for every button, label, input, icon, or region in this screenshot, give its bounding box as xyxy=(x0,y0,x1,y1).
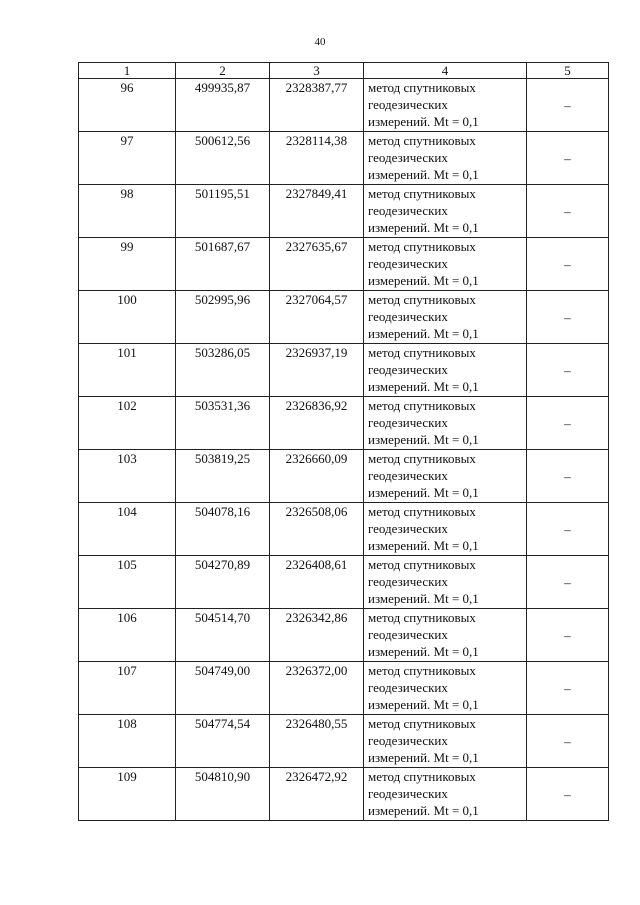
x-coordinate-cell: 504078,16 xyxy=(176,503,270,556)
method-cell: метод спутниковых геодезических измерений. Mt = 0,1 xyxy=(364,556,527,609)
x-coordinate-cell: 501687,67 xyxy=(176,238,270,291)
point-number-cell: 101 xyxy=(79,344,176,397)
note-cell: – xyxy=(527,450,609,503)
method-cell: метод спутниковых геодезических измерений. Mt = 0,1 xyxy=(364,397,527,450)
note-cell: – xyxy=(527,344,609,397)
note-cell: – xyxy=(527,291,609,344)
x-coordinate-cell: 504514,70 xyxy=(176,609,270,662)
table-row xyxy=(79,609,609,662)
table-row xyxy=(79,79,609,132)
method-cell: метод спутниковых геодезических измерений. Mt = 0,1 xyxy=(364,79,527,132)
point-number-cell: 100 xyxy=(79,291,176,344)
y-coordinate-cell: 2327064,57 xyxy=(270,291,364,344)
note-cell: – xyxy=(527,768,609,821)
method-cell: метод спутниковых геодезических измерений. Mt = 0,1 xyxy=(364,662,527,715)
point-number-cell: 103 xyxy=(79,450,176,503)
method-cell: метод спутниковых геодезических измерений. Mt = 0,1 xyxy=(364,503,527,556)
y-coordinate-cell: 2326408,61 xyxy=(270,556,364,609)
table-row xyxy=(79,768,609,821)
column-header-5: 5 xyxy=(527,63,609,79)
y-coordinate-cell: 2326480,55 xyxy=(270,715,364,768)
x-coordinate-cell: 503531,36 xyxy=(176,397,270,450)
point-number-cell: 96 xyxy=(79,79,176,132)
y-coordinate-cell: 2326836,92 xyxy=(270,397,364,450)
method-cell: метод спутниковых геодезических измерений. Mt = 0,1 xyxy=(364,344,527,397)
y-coordinate-cell: 2327635,67 xyxy=(270,238,364,291)
table-row xyxy=(79,132,609,185)
table-row xyxy=(79,291,609,344)
table-row xyxy=(79,185,609,238)
y-coordinate-cell: 2326508,06 xyxy=(270,503,364,556)
note-cell: – xyxy=(527,397,609,450)
column-header-3: 3 xyxy=(270,63,364,79)
point-number-cell: 106 xyxy=(79,609,176,662)
table-row xyxy=(79,344,609,397)
method-cell: метод спутниковых геодезических измерений. Mt = 0,1 xyxy=(364,291,527,344)
point-number-cell: 108 xyxy=(79,715,176,768)
point-number-cell: 97 xyxy=(79,132,176,185)
point-number-cell: 102 xyxy=(79,397,176,450)
table-row xyxy=(79,556,609,609)
method-cell: метод спутниковых геодезических измерений. Mt = 0,1 xyxy=(364,450,527,503)
note-cell: – xyxy=(527,238,609,291)
note-cell: – xyxy=(527,556,609,609)
table-row xyxy=(79,662,609,715)
y-coordinate-cell: 2326342,86 xyxy=(270,609,364,662)
note-cell: – xyxy=(527,185,609,238)
note-cell: – xyxy=(527,662,609,715)
table-row xyxy=(79,397,609,450)
x-coordinate-cell: 501195,51 xyxy=(176,185,270,238)
table-row xyxy=(79,238,609,291)
table-header-row xyxy=(79,63,609,79)
y-coordinate-cell: 2326372,00 xyxy=(270,662,364,715)
note-cell: – xyxy=(527,132,609,185)
method-cell: метод спутниковых геодезических измерений. Mt = 0,1 xyxy=(364,132,527,185)
x-coordinate-cell: 504810,90 xyxy=(176,768,270,821)
method-cell: метод спутниковых геодезических измерений. Mt = 0,1 xyxy=(364,609,527,662)
y-coordinate-cell: 2328387,77 xyxy=(270,79,364,132)
page-number: 40 xyxy=(314,36,326,48)
x-coordinate-cell: 504270,89 xyxy=(176,556,270,609)
note-cell: – xyxy=(527,609,609,662)
column-header-2: 2 xyxy=(176,63,270,79)
x-coordinate-cell: 504749,00 xyxy=(176,662,270,715)
x-coordinate-cell: 503286,05 xyxy=(176,344,270,397)
table-row xyxy=(79,715,609,768)
y-coordinate-cell: 2326660,09 xyxy=(270,450,364,503)
method-cell: метод спутниковых геодезических измерений. Mt = 0,1 xyxy=(364,238,527,291)
column-header-4: 4 xyxy=(364,63,527,79)
y-coordinate-cell: 2327849,41 xyxy=(270,185,364,238)
point-number-cell: 109 xyxy=(79,768,176,821)
table-row xyxy=(79,450,609,503)
note-cell: – xyxy=(527,79,609,132)
y-coordinate-cell: 2328114,38 xyxy=(270,132,364,185)
x-coordinate-cell: 502995,96 xyxy=(176,291,270,344)
method-cell: метод спутниковых геодезических измерений. Mt = 0,1 xyxy=(364,185,527,238)
coordinates-table xyxy=(78,62,609,821)
table-row xyxy=(79,503,609,556)
point-number-cell: 98 xyxy=(79,185,176,238)
x-coordinate-cell: 500612,56 xyxy=(176,132,270,185)
note-cell: – xyxy=(527,715,609,768)
x-coordinate-cell: 499935,87 xyxy=(176,79,270,132)
point-number-cell: 105 xyxy=(79,556,176,609)
point-number-cell: 99 xyxy=(79,238,176,291)
y-coordinate-cell: 2326472,92 xyxy=(270,768,364,821)
method-cell: метод спутниковых геодезических измерений. Mt = 0,1 xyxy=(364,768,527,821)
y-coordinate-cell: 2326937,19 xyxy=(270,344,364,397)
note-cell: – xyxy=(527,503,609,556)
x-coordinate-cell: 503819,25 xyxy=(176,450,270,503)
point-number-cell: 104 xyxy=(79,503,176,556)
method-cell: метод спутниковых геодезических измерений. Mt = 0,1 xyxy=(364,715,527,768)
x-coordinate-cell: 504774,54 xyxy=(176,715,270,768)
point-number-cell: 107 xyxy=(79,662,176,715)
column-header-1: 1 xyxy=(79,63,176,79)
